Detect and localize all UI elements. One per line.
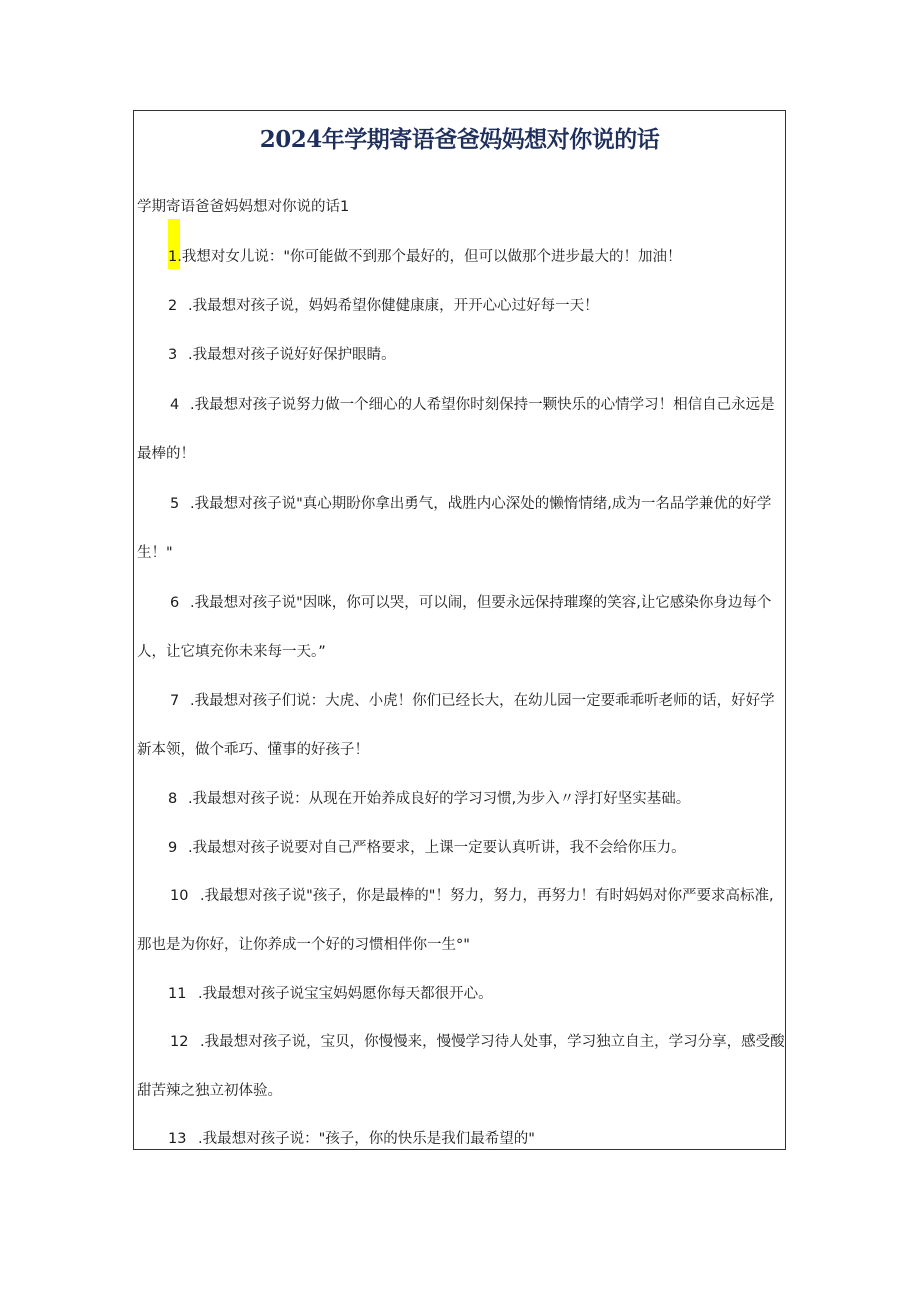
item-number: 9 xyxy=(168,840,178,856)
list-item-continuation: 新本领，做个乖巧、懂事的好孩子！ xyxy=(137,742,369,758)
item-number: 5 xyxy=(170,496,180,512)
document-page xyxy=(133,110,786,1150)
list-item xyxy=(170,1030,785,1051)
item-text: .我最想对孩子们说：大虎、小虎！你们已经长大，在幼儿园一定要乖乖听老师的话，好好学 xyxy=(190,693,775,709)
item-text: .我最想对孩子说："孩子，你的快乐是我们最希望的" xyxy=(198,1131,535,1147)
list-item xyxy=(170,492,771,513)
item-number: 12 xyxy=(170,1034,189,1050)
list-item xyxy=(168,294,599,315)
item-number: 13 xyxy=(168,1131,187,1147)
item-text: .我想对女儿说："你可能做不到那个最好的，但可以做那个进步最大的！加油！ xyxy=(177,249,682,265)
item-number: 1 xyxy=(168,249,178,265)
list-item-continuation: 那也是为你好，让你养成一个好的习惯相伴你一生°" xyxy=(137,937,470,953)
list-item xyxy=(168,1127,535,1148)
list-item xyxy=(168,245,682,266)
list-item-continuation: 人，让它填充你未来每一天。” xyxy=(137,644,326,660)
item-number: 6 xyxy=(170,595,180,611)
list-item xyxy=(170,884,774,905)
item-text: .我最想对孩子说"孩子，你是最棒的"！努力，努力，再努力！有时妈妈对你严要求高标准, xyxy=(200,888,774,904)
list-item xyxy=(168,836,686,857)
item-text: .我最想对孩子说努力做一个细心的人希望你时刻保持一颗快乐的心情学习！相信自己永远是 xyxy=(190,397,775,413)
item-text: .我最想对孩子说，宝贝，你慢慢来，慢慢学习待人处事，学习独立自主，学习分享，感受酸 xyxy=(200,1034,785,1050)
item-text: .我最想对孩子说要对自己严格要求，上课一定要认真听讲，我不会给你压力。 xyxy=(188,840,686,856)
document-title: 2024年学期寄语爸爸妈妈想对你说的话 xyxy=(259,126,660,153)
item-number: 7 xyxy=(170,693,180,709)
list-item xyxy=(168,343,396,364)
item-number: 11 xyxy=(168,986,187,1002)
list-item-continuation: 甜苦辣之独立初体验。 xyxy=(137,1083,282,1099)
item-text: .我最想对孩子说"因咪，你可以哭，可以闹，但要永远保持璀璨的笑容,让它感染你身边每个 xyxy=(190,595,772,611)
list-item xyxy=(168,787,690,808)
list-item xyxy=(170,689,775,710)
item-text: .我最想对孩子说好好保护眼睛。 xyxy=(188,347,396,363)
item-number: 10 xyxy=(170,888,189,904)
item-text: .我最想对孩子说，妈妈希望你健健康康，开开心心过好每一天！ xyxy=(188,298,599,314)
list-item xyxy=(170,591,771,612)
list-item-continuation: 最棒的！ xyxy=(137,446,195,462)
item-number: 3 xyxy=(168,347,178,363)
item-text: .我最想对孩子说"真心期盼你拿出勇气，战胜内心深处的懒惰情绪,成为一名品学兼优的好学 xyxy=(190,496,772,512)
item-number: 4 xyxy=(170,397,180,413)
list-item xyxy=(168,982,493,1003)
item-number: 2 xyxy=(168,298,178,314)
item-text: .我最想对孩子说：从现在开始养成良好的学习习惯,为步入〃浮打好坚实基础。 xyxy=(188,791,691,807)
list-item-continuation: 生！" xyxy=(137,545,173,561)
section-heading: 学期寄语爸爸妈妈想对你说的话1 xyxy=(137,199,350,215)
item-text: .我最想对孩子说宝宝妈妈愿你每天都很开心。 xyxy=(198,986,493,1002)
list-item xyxy=(170,393,775,414)
item-number: 8 xyxy=(168,791,178,807)
